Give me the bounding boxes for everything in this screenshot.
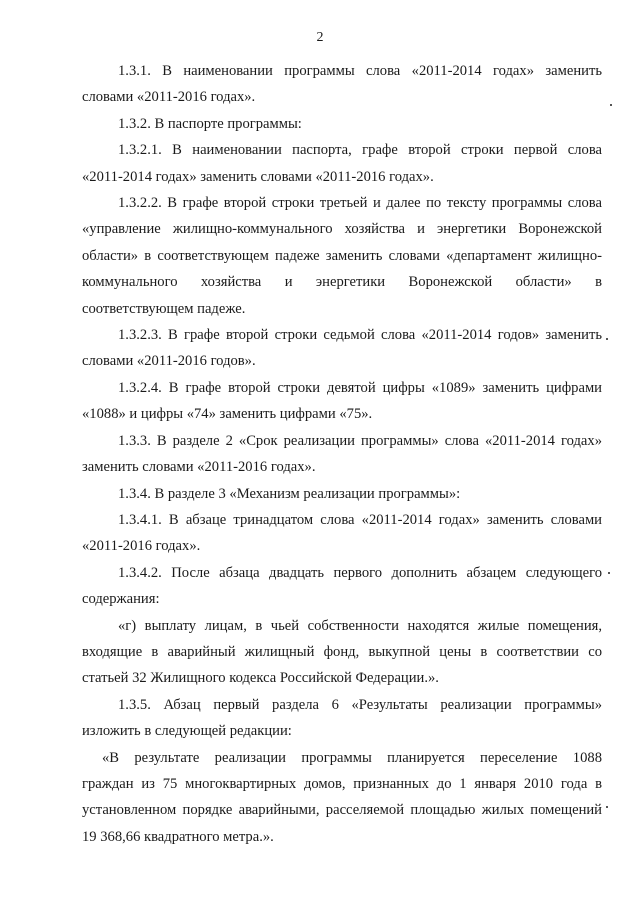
quoted-insertion-g: [82, 613, 602, 692]
text-line: 1.3.4. В разделе 3 «Механизм реализации программы»:: [118, 485, 461, 502]
text-line: 1.3.5. Абзац первый раздела 6 «Результаты реализации программы»: [118, 696, 602, 713]
text-line: установленном порядке аварийными, расселяемой площадью жилых помещений: [82, 802, 602, 819]
text-line: 1.3.4.2. После абзаца двадцать первого дополнить абзацем следующего: [118, 564, 602, 581]
text-line: 1.3.1. В наименовании программы слова «2011-2014 годах» заменить: [118, 63, 602, 79]
paragraph-1-3-2-2: [82, 190, 602, 322]
text-line: «В результате реализации программы планируется переселение 1088: [102, 749, 602, 766]
text-line: содержания:: [82, 591, 160, 608]
text-line: 1.3.3. В разделе 2 «Срок реализации программы» слова «2011-2014 годах»: [118, 432, 602, 449]
text-line: «г) выплату лицам, в чьей собственности находятся жилые помещения,: [118, 617, 602, 634]
scan-speck: [610, 104, 612, 106]
text-line: коммунального хозяйства и энергетики Воронежской области» в: [82, 274, 602, 291]
paragraph-1-3-4: [82, 481, 602, 507]
paragraph-1-3-2-1: [82, 137, 602, 190]
text-line: словами «2011-2016 годах».: [82, 89, 256, 106]
paragraph-1-3-2-4: [82, 375, 602, 428]
text-line: 19 368,66 квадратного метра.».: [82, 828, 274, 845]
paragraph-1-3-2-3: [82, 322, 602, 375]
paragraph-1-3-4-2: [82, 560, 602, 613]
paragraph-1-3-3: [82, 428, 602, 481]
paragraph-1-3-4-1: [82, 507, 602, 560]
text-line: 1.3.4.1. В абзаце тринадцатом слова «2011-2014 годах» заменить словами: [118, 511, 602, 528]
text-line: заменить словами «2011-2016 годах».: [82, 459, 316, 476]
scan-speck: [608, 572, 610, 574]
text-line: «управление жилищно-коммунального хозяйства и энергетики Воронежской: [82, 221, 602, 238]
text-line: «1088» и цифры «74» заменить цифрами «75».: [82, 406, 373, 423]
quoted-new-wording: [82, 745, 602, 851]
text-line: 1.3.2.1. В наименовании паспорта, графе второй строки первой слова: [118, 142, 602, 159]
text-line: словами «2011-2016 годов».: [82, 353, 256, 370]
text-line: статьей 32 Жилищного кодекса Российской Федерации.».: [82, 670, 439, 687]
text-line: соответствующем падеже.: [82, 300, 246, 317]
paragraph-1-3-1: [82, 58, 602, 111]
paragraph-1-3-2: [82, 111, 602, 137]
text-line: 1.3.2.2. В графе второй строки третьей и далее по тексту программы слова: [118, 195, 602, 212]
text-line: 1.3.2.3. В графе второй строки седьмой слова «2011-2014 годов» заменить: [118, 327, 602, 344]
scan-speck: [606, 806, 608, 808]
text-line: входящие в аварийный жилищный фонд, выкупной цены в соответствии со: [82, 643, 602, 660]
text-line: 1.3.2.4. В графе второй строки девятой цифры «1089» заменить цифрами: [118, 379, 602, 396]
document-body: [82, 58, 602, 850]
text-line: граждан из 75 многоквартирных домов, признанных до 1 января 2010 года в: [82, 775, 602, 792]
text-line: изложить в следующей редакции:: [82, 723, 292, 740]
text-line: «2011-2016 годах».: [82, 538, 201, 555]
text-line: области» в соответствующем падеже заменить словами «департамент жилищно-: [82, 247, 602, 264]
scan-speck: [606, 338, 608, 340]
page-number: 2: [316, 30, 324, 45]
text-line: «2011-2014 годах» заменить словами «2011-2016 годах».: [82, 168, 434, 185]
text-line: 1.3.2. В паспорте программы:: [118, 115, 302, 132]
paragraph-1-3-5: [82, 692, 602, 745]
